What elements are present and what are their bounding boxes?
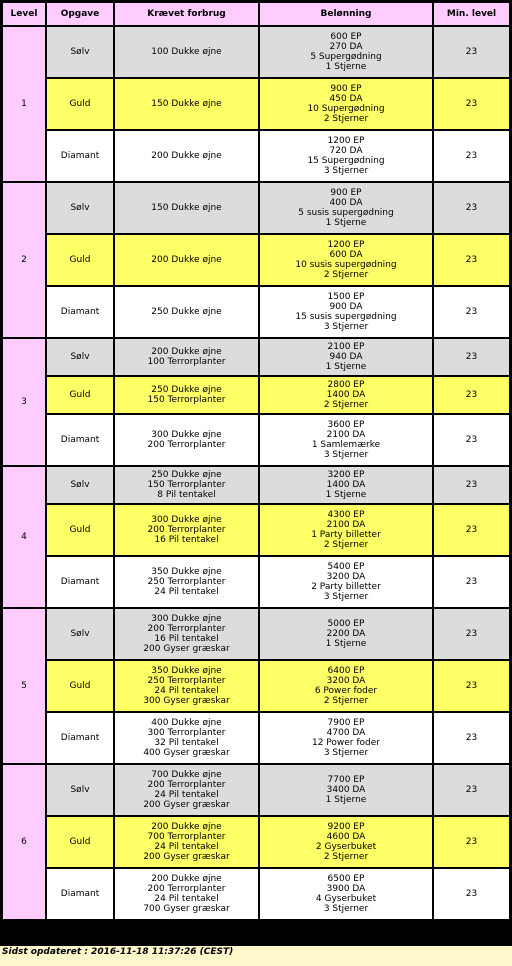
reward-line: 7900 EP xyxy=(327,718,365,728)
reward-line: 6400 EP xyxy=(327,666,365,676)
reward-line: 940 DA xyxy=(329,352,363,362)
reward-line: 4600 DA xyxy=(326,832,366,842)
reward-line: 1 Stjerne xyxy=(325,490,367,500)
reward-cell xyxy=(260,817,432,867)
reward-line: 2800 EP xyxy=(327,380,365,390)
reward-line: 3 Stjerner xyxy=(323,904,369,914)
min-level-cell: 23 xyxy=(434,235,509,285)
task-cell: Guld xyxy=(47,817,113,867)
min-level-cell: 23 xyxy=(434,765,509,815)
task-cell: Sølv xyxy=(47,183,113,233)
required-line: 400 Gyser græskar xyxy=(143,748,230,758)
table-row xyxy=(3,377,509,413)
reward-line: 3400 DA xyxy=(326,785,366,795)
reward-line: 7700 EP xyxy=(327,775,365,785)
reward-line: 1 Stjerne xyxy=(325,62,367,72)
reward-line: 2 Stjerner xyxy=(323,696,369,706)
reward-line: 3 Stjerner xyxy=(323,450,369,460)
table-row xyxy=(3,183,509,233)
table-row xyxy=(3,415,509,465)
table-row xyxy=(3,131,509,181)
reward-line: 1400 DA xyxy=(326,390,366,400)
min-level-cell: 23 xyxy=(434,415,509,465)
required-line: 16 Pil tentakel xyxy=(154,535,219,545)
reward-line: 2100 DA xyxy=(326,430,366,440)
reward-line: 15 Supergødning xyxy=(307,156,385,166)
required-cell xyxy=(115,235,258,285)
min-level-cell: 23 xyxy=(434,27,509,77)
reward-line: 900 DA xyxy=(329,302,363,312)
table-row xyxy=(3,661,509,711)
required-line: 700 Dukke øjne xyxy=(151,770,222,780)
required-line: 250 Dukke øjne xyxy=(151,470,222,480)
reward-cell xyxy=(260,869,432,919)
reward-line: 2200 DA xyxy=(326,629,366,639)
reward-cell xyxy=(260,27,432,77)
required-line: 24 Pil tentakel xyxy=(154,842,219,852)
reward-line: 1 Stjerne xyxy=(325,639,367,649)
required-line: 300 Dukke øjne xyxy=(151,614,222,624)
task-cell: Sølv xyxy=(47,765,113,815)
task-cell: Guld xyxy=(47,505,113,555)
reward-cell xyxy=(260,339,432,375)
reward-line: 5 Supergødning xyxy=(310,52,382,62)
required-cell xyxy=(115,765,258,815)
required-line: 200 Dukke øjne xyxy=(151,822,222,832)
reward-line: 1200 EP xyxy=(327,240,365,250)
reward-line: 3 Stjerner xyxy=(323,322,369,332)
required-cell xyxy=(115,467,258,503)
required-line: 16 Pil tentakel xyxy=(154,634,219,644)
task-cell: Diamant xyxy=(47,131,113,181)
table-body xyxy=(3,27,509,919)
reward-line: 4 Gyserbuket xyxy=(315,894,377,904)
task-cell: Diamant xyxy=(47,869,113,919)
reward-cell xyxy=(260,467,432,503)
task-cell: Sølv xyxy=(47,467,113,503)
reward-line: 6 Power foder xyxy=(314,686,378,696)
min-level-cell: 23 xyxy=(434,79,509,129)
required-cell xyxy=(115,609,258,659)
min-level-cell: 23 xyxy=(434,467,509,503)
task-cell: Guld xyxy=(47,235,113,285)
reward-line: 450 DA xyxy=(329,94,363,104)
reward-line: 1 Stjerne xyxy=(325,362,367,372)
reward-line: 15 susis supergødning xyxy=(295,312,397,322)
reward-line: 10 susis supergødning xyxy=(295,260,397,270)
reward-line: 3 Stjerner xyxy=(323,166,369,176)
required-cell xyxy=(115,713,258,763)
required-cell xyxy=(115,339,258,375)
reward-line: 4700 DA xyxy=(326,728,366,738)
required-line: 200 Terrorplanter xyxy=(147,440,226,450)
required-line: 200 Dukke øjne xyxy=(151,151,222,161)
task-cell: Sølv xyxy=(47,339,113,375)
required-line: 200 Gyser græskar xyxy=(143,852,230,862)
reward-line: 2 Stjerner xyxy=(323,114,369,124)
task-cell: Diamant xyxy=(47,557,113,607)
required-line: 150 Dukke øjne xyxy=(151,203,222,213)
reward-line: 270 DA xyxy=(329,42,363,52)
reward-line: 600 EP xyxy=(330,32,362,42)
reward-line: 3900 DA xyxy=(326,884,366,894)
required-line: 200 Gyser græskar xyxy=(143,644,230,654)
min-level-cell: 23 xyxy=(434,713,509,763)
required-line: 700 Gyser græskar xyxy=(143,904,230,914)
required-line: 250 Dukke øjne xyxy=(151,385,222,395)
table-row xyxy=(3,765,509,815)
required-line: 200 Terrorplanter xyxy=(147,780,226,790)
reward-cell xyxy=(260,765,432,815)
table-row xyxy=(3,339,509,375)
required-line: 32 Pil tentakel xyxy=(154,738,219,748)
reward-cell xyxy=(260,415,432,465)
table-row xyxy=(3,713,509,763)
reward-line: 5000 EP xyxy=(327,619,365,629)
reward-cell xyxy=(260,131,432,181)
task-cell: Diamant xyxy=(47,713,113,763)
level-cell: 5 xyxy=(3,609,45,763)
reward-cell xyxy=(260,713,432,763)
header-reward: Belønning xyxy=(260,3,432,25)
table-row xyxy=(3,79,509,129)
required-line: 300 Gyser græskar xyxy=(143,696,230,706)
reward-line: 2 Gyserbuket xyxy=(315,842,377,852)
reward-line: 720 DA xyxy=(329,146,363,156)
min-level-cell: 23 xyxy=(434,869,509,919)
header-required: Krævet forbrug xyxy=(115,3,258,25)
required-line: 8 Pil tentakel xyxy=(157,490,216,500)
reward-line: 5 susis supergødning xyxy=(298,208,394,218)
required-cell xyxy=(115,415,258,465)
reward-line: 2 Stjerner xyxy=(323,540,369,550)
reward-line: 3 Stjerner xyxy=(323,592,369,602)
task-cell: Guld xyxy=(47,79,113,129)
table-row xyxy=(3,235,509,285)
min-level-cell: 23 xyxy=(434,661,509,711)
reward-line: 6500 EP xyxy=(327,874,365,884)
required-cell xyxy=(115,661,258,711)
reward-line: 3 Stjerner xyxy=(323,748,369,758)
required-line: 250 Dukke øjne xyxy=(151,307,222,317)
table-row xyxy=(3,505,509,555)
required-line: 150 Terrorplanter xyxy=(147,480,226,490)
reward-line: 400 DA xyxy=(329,198,363,208)
required-cell xyxy=(115,505,258,555)
reward-line: 1 Samlemærke xyxy=(311,440,381,450)
reward-line: 1 Stjerne xyxy=(325,795,367,805)
required-cell xyxy=(115,27,258,77)
required-cell xyxy=(115,287,258,337)
required-line: 200 Terrorplanter xyxy=(147,525,226,535)
table-row xyxy=(3,467,509,503)
required-line: 200 Dukke øjne xyxy=(151,255,222,265)
reward-line: 900 EP xyxy=(330,84,362,94)
reward-line: 2 Stjerner xyxy=(323,400,369,410)
required-line: 300 Terrorplanter xyxy=(147,728,226,738)
task-cell: Guld xyxy=(47,661,113,711)
min-level-cell: 23 xyxy=(434,609,509,659)
min-level-cell: 23 xyxy=(434,557,509,607)
required-line: 150 Dukke øjne xyxy=(151,99,222,109)
reward-cell xyxy=(260,661,432,711)
reward-line: 900 EP xyxy=(330,188,362,198)
table-row xyxy=(3,609,509,659)
reward-cell xyxy=(260,609,432,659)
reward-cell xyxy=(260,557,432,607)
header-min-level: Min. level xyxy=(434,3,509,25)
reward-line: 1500 EP xyxy=(327,292,365,302)
required-line: 200 Terrorplanter xyxy=(147,884,226,894)
reward-line: 10 Supergødning xyxy=(307,104,385,114)
min-level-cell: 23 xyxy=(434,505,509,555)
last-updated: Sidst opdateret : 2016-11-18 11:37:26 (CEST) xyxy=(2,947,234,957)
required-cell xyxy=(115,817,258,867)
reward-cell xyxy=(260,377,432,413)
required-line: 24 Pil tentakel xyxy=(154,894,219,904)
reward-line: 3600 EP xyxy=(327,420,365,430)
reward-line: 2 Stjerner xyxy=(323,270,369,280)
required-cell xyxy=(115,377,258,413)
required-line: 100 Terrorplanter xyxy=(147,357,226,367)
required-line: 150 Terrorplanter xyxy=(147,395,226,405)
reward-line: 1400 DA xyxy=(326,480,366,490)
required-cell xyxy=(115,869,258,919)
required-line: 200 Terrorplanter xyxy=(147,624,226,634)
reward-line: 9200 EP xyxy=(327,822,365,832)
required-line: 300 Dukke øjne xyxy=(151,430,222,440)
required-cell xyxy=(115,557,258,607)
required-line: 300 Dukke øjne xyxy=(151,515,222,525)
required-line: 24 Pil tentakel xyxy=(154,587,219,597)
reward-cell xyxy=(260,79,432,129)
reward-line: 1200 EP xyxy=(327,136,365,146)
level-cell: 1 xyxy=(3,27,45,181)
reward-table xyxy=(1,1,511,921)
required-line: 24 Pil tentakel xyxy=(154,686,219,696)
table-row xyxy=(3,27,509,77)
min-level-cell: 23 xyxy=(434,131,509,181)
level-cell: 4 xyxy=(3,467,45,607)
reward-line: 1 Party billetter xyxy=(311,530,381,540)
required-cell xyxy=(115,131,258,181)
table-row xyxy=(3,869,509,919)
required-line: 400 Dukke øjne xyxy=(151,718,222,728)
min-level-cell: 23 xyxy=(434,377,509,413)
task-cell: Diamant xyxy=(47,287,113,337)
reward-line: 2 Party billetter xyxy=(311,582,381,592)
min-level-cell: 23 xyxy=(434,183,509,233)
required-line: 200 Dukke øjne xyxy=(151,874,222,884)
reward-line: 12 Power foder xyxy=(311,738,380,748)
reward-line: 3200 DA xyxy=(326,572,366,582)
reward-cell xyxy=(260,183,432,233)
reward-line: 2100 DA xyxy=(326,520,366,530)
level-cell: 2 xyxy=(3,183,45,337)
min-level-cell: 23 xyxy=(434,817,509,867)
reward-cell xyxy=(260,235,432,285)
level-cell: 3 xyxy=(3,339,45,465)
reward-cell xyxy=(260,287,432,337)
required-line: 250 Terrorplanter xyxy=(147,676,226,686)
task-cell: Diamant xyxy=(47,415,113,465)
required-line: 250 Terrorplanter xyxy=(147,577,226,587)
reward-line: 2 Stjerner xyxy=(323,852,369,862)
reward-cell xyxy=(260,505,432,555)
task-cell: Sølv xyxy=(47,609,113,659)
required-cell xyxy=(115,79,258,129)
required-cell xyxy=(115,183,258,233)
required-line: 700 Terrorplanter xyxy=(147,832,226,842)
table-row xyxy=(3,557,509,607)
header-level: Level xyxy=(3,3,45,25)
required-line: 200 Gyser græskar xyxy=(143,800,230,810)
header-row xyxy=(3,3,509,25)
reward-line: 2100 EP xyxy=(327,342,365,352)
required-line: 100 Dukke øjne xyxy=(151,47,222,57)
required-line: 350 Dukke øjne xyxy=(151,666,222,676)
reward-line: 4300 EP xyxy=(327,510,365,520)
reward-line: 1 Stjerne xyxy=(325,218,367,228)
min-level-cell: 23 xyxy=(434,287,509,337)
required-line: 24 Pil tentakel xyxy=(154,790,219,800)
reward-line: 600 DA xyxy=(329,250,363,260)
task-cell: Sølv xyxy=(47,27,113,77)
level-cell: 6 xyxy=(3,765,45,919)
reward-line: 3200 DA xyxy=(326,676,366,686)
min-level-cell: 23 xyxy=(434,339,509,375)
reward-line: 3200 EP xyxy=(327,470,365,480)
required-line: 350 Dukke øjne xyxy=(151,567,222,577)
reward-line: 5400 EP xyxy=(327,562,365,572)
required-line: 200 Dukke øjne xyxy=(151,347,222,357)
header-task: Opgave xyxy=(47,3,113,25)
task-cell: Guld xyxy=(47,377,113,413)
table-row xyxy=(3,817,509,867)
table-row xyxy=(3,287,509,337)
